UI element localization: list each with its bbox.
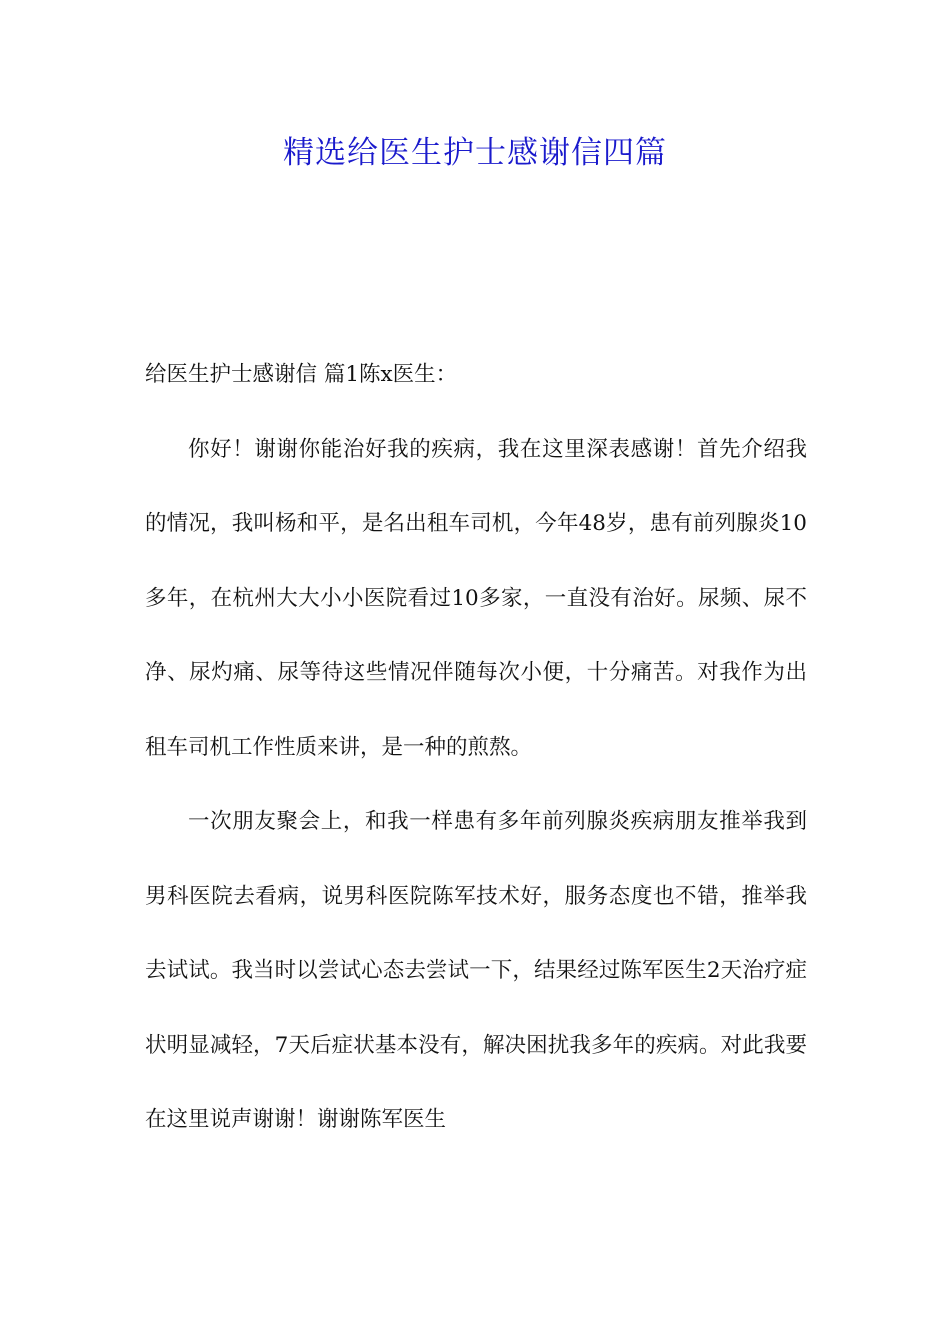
body-paragraph-1: 你好！谢谢你能治好我的疾病，我在这里深表感谢！首先介绍我的情况，我叫杨和平，是名出租车司机，今年48岁，患有前列腺炎10多年，在杭州大大小小医院看过10多家，一直没有治好。尿频、尿不净、尿灼痛、尿等待这些情况伴随每次小便，十分痛苦。对我作为出租车司机工作性质来讲，是一种的煎熬。 — [145, 436, 807, 760]
document-body — [145, 338, 807, 1158]
document-title: 精选给医生护士感谢信四篇 — [283, 135, 667, 171]
salutation-paragraph: 给医生护士感谢信 篇1陈x医生： — [145, 362, 458, 387]
body-paragraph-2: 一次朋友聚会上，和我一样患有多年前列腺炎疾病朋友推举我到男科医院去看病，说男科医院陈军技术好，服务态度也不错，推举我去试试。我当时以尝试心态去尝试一下，结果经过陈军医生2天治疗症状明显减轻，7天后症状基本没有，解决困扰我多年的疾病。对此我要在这里说声谢谢！谢谢陈军医生 — [145, 809, 807, 1132]
